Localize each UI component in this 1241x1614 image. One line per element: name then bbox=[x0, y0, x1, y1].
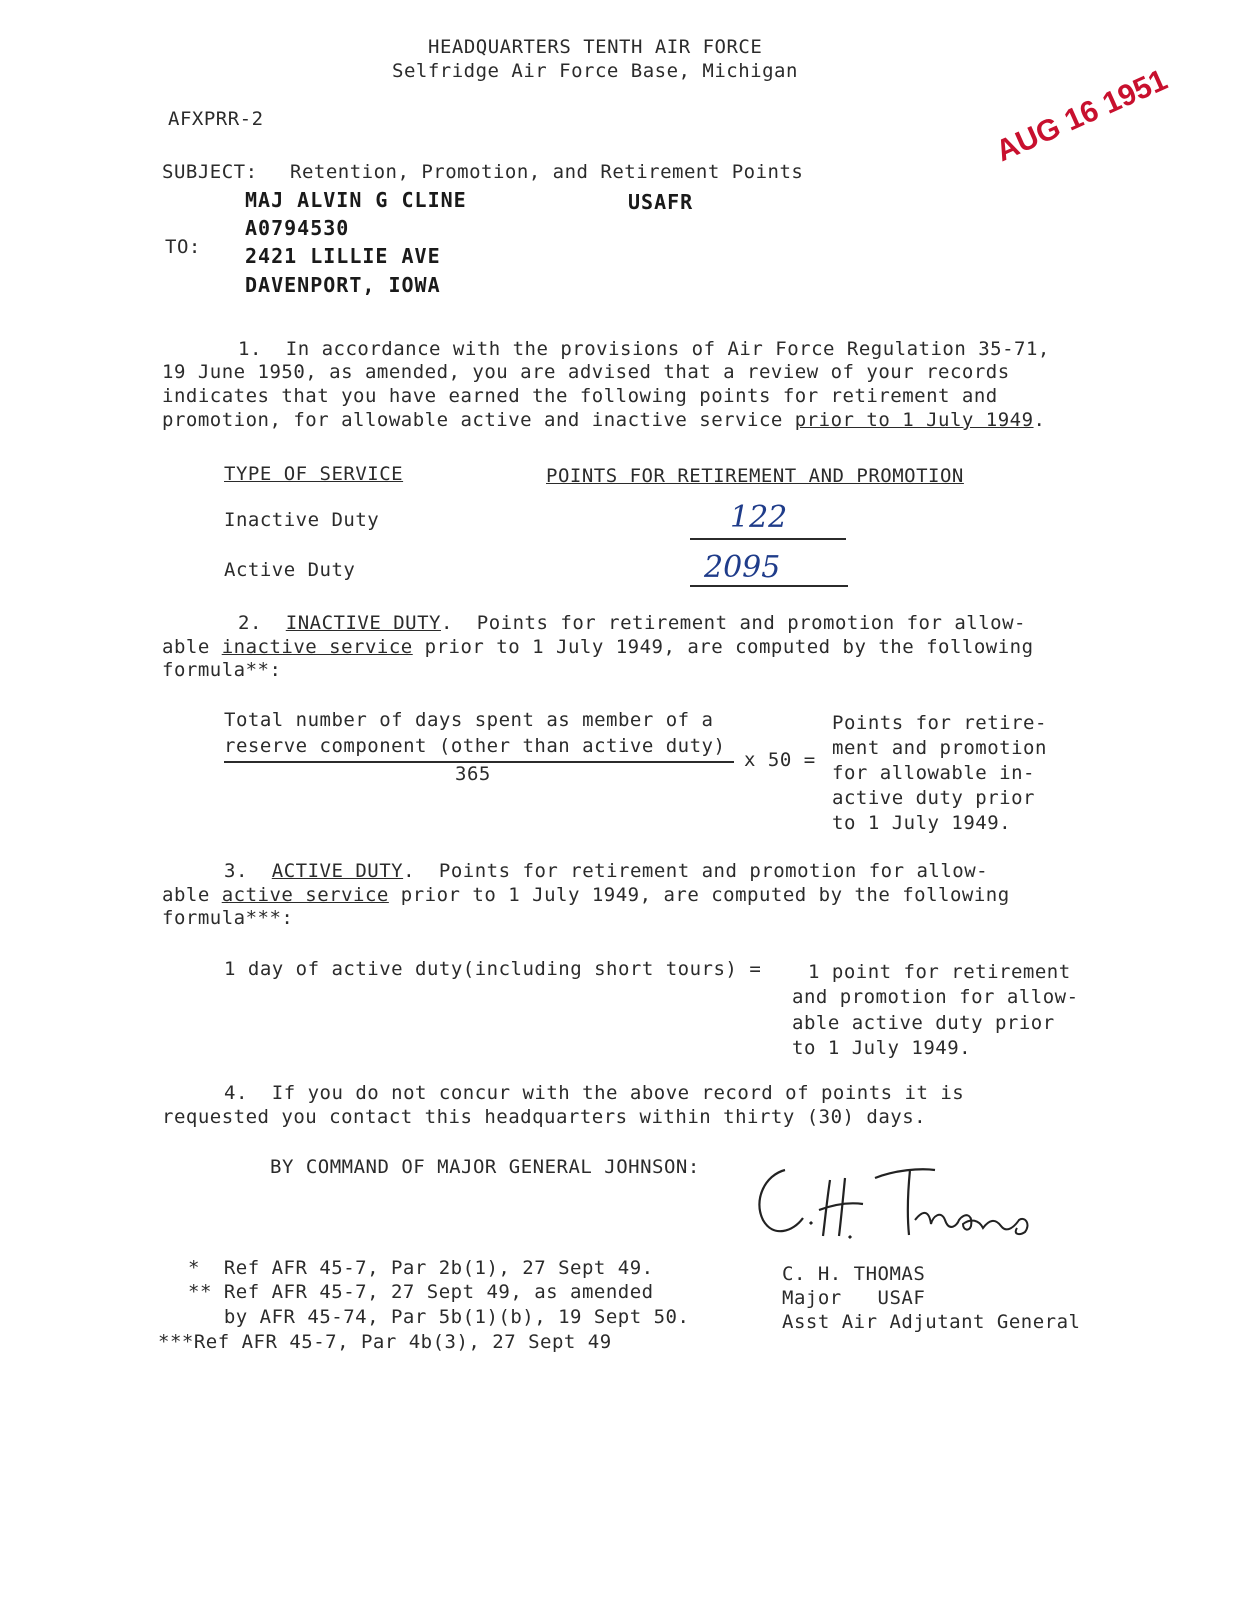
addressee-street: 2421 LILLIE AVE bbox=[245, 244, 441, 268]
para3-line3: formula***: bbox=[162, 907, 294, 929]
to-label: TO: bbox=[165, 236, 201, 258]
addressee-name: MAJ ALVIN G CLINE bbox=[245, 188, 467, 212]
signatory-name: C. H. THOMAS bbox=[782, 1263, 926, 1285]
para3-line2: able active service prior to 1 July 1949, are computed by the following bbox=[162, 884, 1010, 906]
inactive-formula-result-3: for allowable in- bbox=[832, 762, 1035, 784]
inactive-formula-result-5: to 1 July 1949. bbox=[832, 812, 1012, 834]
footnote-2: ** Ref AFR 45-7, 27 Sept 49, as amended bbox=[188, 1281, 654, 1303]
base-location: Selfridge Air Force Base, Michigan bbox=[392, 60, 798, 82]
inactive-formula-result-2: ment and promotion bbox=[832, 737, 1047, 759]
active-duty-points: 2095 bbox=[704, 550, 781, 585]
active-points-rule bbox=[690, 585, 848, 587]
para1-line3: indicates that you have earned the following points for retirement and bbox=[162, 385, 998, 407]
footnote-2-cont: by AFR 45-74, Par 5b(1)(b), 19 Sept 50. bbox=[188, 1306, 690, 1328]
para1-line4: promotion, for allowable active and inactive service prior to 1 July 1949. bbox=[162, 409, 1046, 431]
received-date-stamp: AUG 16 1951 bbox=[991, 63, 1173, 169]
active-formula-result-1: 1 point for retirement bbox=[808, 961, 1071, 983]
inactive-duty-points: 122 bbox=[730, 500, 788, 535]
footnote-3: ***Ref AFR 45-7, Par 4b(3), 27 Sept 49 bbox=[158, 1331, 612, 1353]
active-formula: 1 day of active duty(including short tours) = bbox=[224, 958, 762, 980]
subject-label: SUBJECT: bbox=[162, 161, 258, 183]
signatory-title: Asst Air Adjutant General bbox=[782, 1311, 1081, 1333]
active-formula-result-2: and promotion for allow- bbox=[792, 986, 1079, 1008]
active-formula-result-4: to 1 July 1949. bbox=[792, 1037, 972, 1059]
addressee-serial: A0794530 bbox=[245, 216, 350, 240]
para1-line1: 1. In accordance with the provisions of Air Force Regulation 35-71, bbox=[238, 338, 1050, 360]
para1-line2: 19 June 1950, as amended, you are advised that a review of your records bbox=[162, 361, 1010, 383]
points-header: POINTS FOR RETIREMENT AND PROMOTION bbox=[546, 465, 964, 487]
command-line: BY COMMAND OF MAJOR GENERAL JOHNSON: bbox=[270, 1156, 700, 1178]
inactive-formula-result-1: Points for retire- bbox=[832, 712, 1047, 734]
inactive-formula-denominator: 365 bbox=[455, 763, 491, 785]
signatory-rank: Major USAF bbox=[782, 1287, 926, 1309]
active-formula-result-3: able active duty prior bbox=[792, 1012, 1055, 1034]
addressee-component: USAFR bbox=[628, 190, 694, 214]
para4-line2: requested you contact this headquarters within thirty (30) days. bbox=[162, 1106, 927, 1128]
handwritten-signature bbox=[745, 1140, 1045, 1254]
addressee-city: DAVENPORT, IOWA bbox=[245, 273, 441, 297]
inactive-formula-result-4: active duty prior bbox=[832, 787, 1035, 809]
para2-line3: formula**: bbox=[162, 659, 282, 681]
inactive-duty-label: Inactive Duty bbox=[224, 509, 380, 531]
para3-line1: 3. ACTIVE DUTY. Points for retirement and promotion for allow- bbox=[224, 860, 989, 882]
inactive-formula-operator: x 50 = bbox=[744, 749, 816, 771]
type-of-service-header: TYPE OF SERVICE bbox=[224, 463, 404, 485]
para2-line1: 2. INACTIVE DUTY. Points for retirement and promotion for allow- bbox=[238, 612, 1026, 634]
inactive-formula-numerator-2: reserve component (other than active duty) bbox=[224, 735, 726, 757]
para4-line1: 4. If you do not concur with the above record of points it is bbox=[224, 1082, 965, 1104]
inactive-formula-numerator-1: Total number of days spent as member of a bbox=[224, 709, 714, 731]
headquarters-title: HEADQUARTERS TENTH AIR FORCE bbox=[428, 36, 763, 58]
subject-text: Retention, Promotion, and Retirement Points bbox=[290, 161, 804, 183]
inactive-points-rule bbox=[690, 538, 846, 540]
active-duty-label: Active Duty bbox=[224, 559, 356, 581]
footnote-1: * Ref AFR 45-7, Par 2b(1), 27 Sept 49. bbox=[188, 1257, 654, 1279]
reference-code: AFXPRR-2 bbox=[168, 108, 264, 130]
para2-line2: able inactive service prior to 1 July 1949, are computed by the following bbox=[162, 636, 1034, 658]
